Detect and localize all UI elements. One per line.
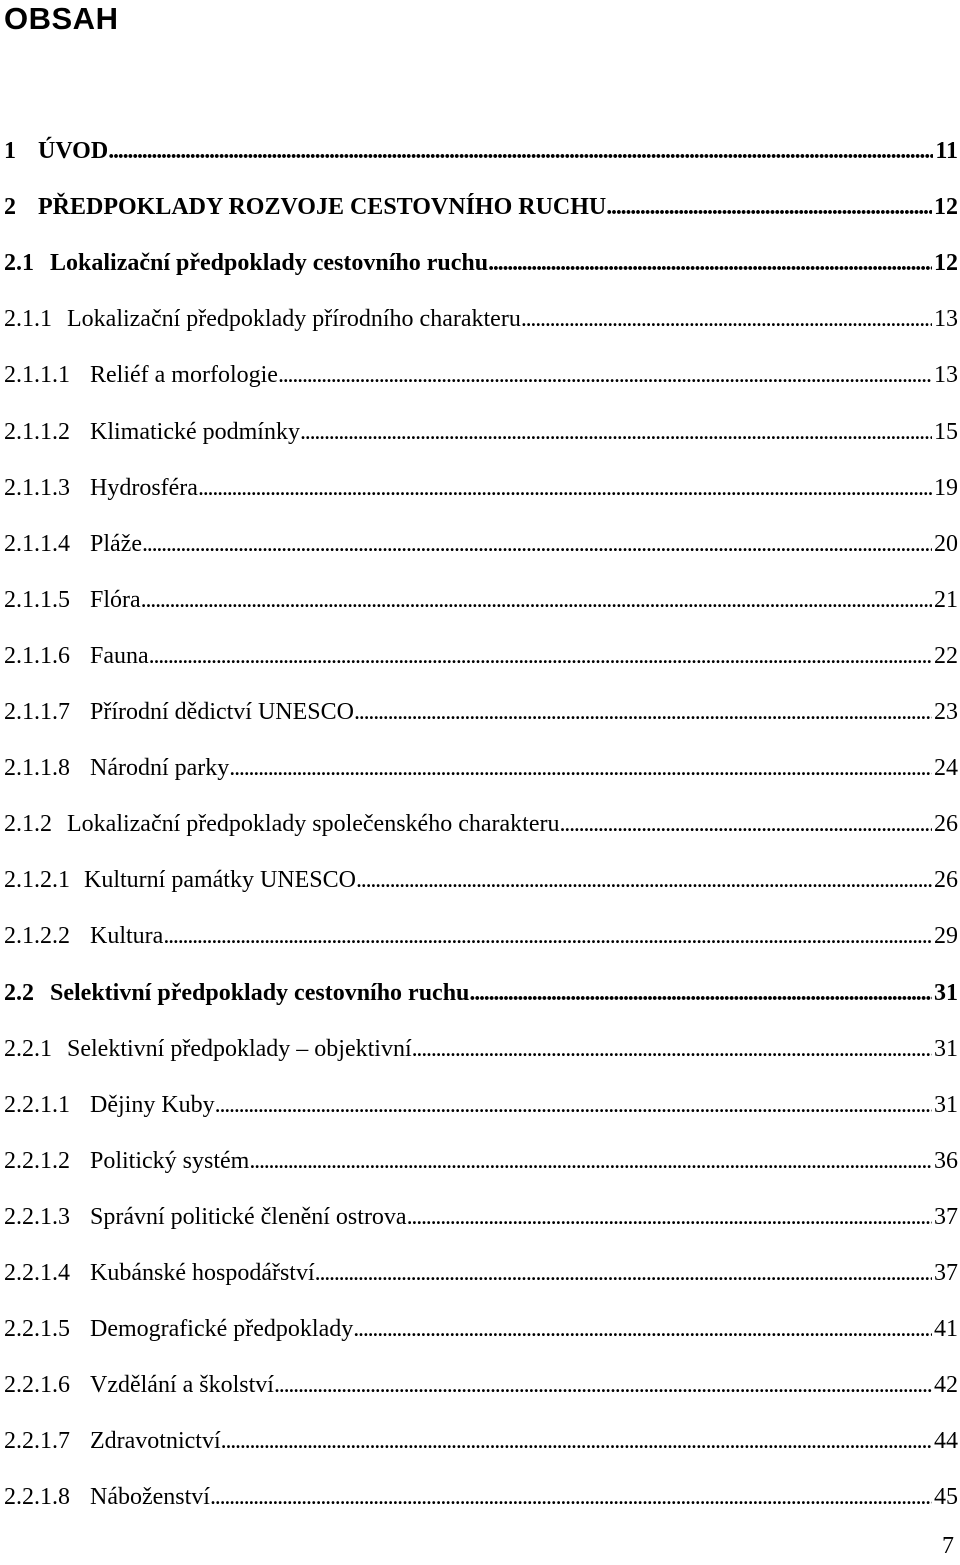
toc-entry[interactable]	[4, 1146, 958, 1176]
toc-entry-page: 15	[934, 419, 958, 445]
toc-entry[interactable]	[4, 1202, 958, 1232]
toc-dot-leader	[229, 753, 932, 783]
toc-entry-title: PŘEDPOKLADY ROZVOJE CESTOVNÍHO RUCHU	[38, 194, 607, 220]
toc-entry-title: Pláže	[90, 531, 142, 557]
toc-entry[interactable]	[4, 192, 958, 222]
toc-entry[interactable]	[4, 1370, 958, 1400]
toc-entry-number: 2.2.1.7	[4, 1428, 70, 1454]
toc-entry-title: Lokalizační předpoklady cestovního ruchu	[50, 250, 489, 276]
toc-entry-page: 24	[934, 755, 958, 781]
toc-entry-title: Flóra	[90, 587, 141, 613]
toc-entry-title: Správní politické členění ostrova	[90, 1204, 407, 1230]
toc-entry-number: 2	[4, 194, 16, 220]
toc-entry[interactable]	[4, 1314, 958, 1344]
toc-entry-page: 41	[934, 1316, 958, 1342]
toc-dot-leader	[469, 978, 932, 1008]
toc-entry-number: 2.2.1	[4, 1036, 52, 1062]
toc-dot-leader	[142, 529, 932, 559]
toc-entry[interactable]	[4, 529, 958, 559]
toc-entry-title: Hydrosféra	[90, 475, 198, 501]
toc-entry[interactable]	[4, 809, 958, 839]
toc-dot-leader	[300, 417, 932, 447]
toc-dot-leader	[354, 697, 932, 727]
toc-entry-number: 2.2.1.1	[4, 1092, 70, 1118]
toc-entry-number: 2.1.1.4	[4, 531, 70, 557]
toc-entry-title: Přírodní dědictví UNESCO	[90, 699, 354, 725]
toc-entry-title: Klimatické podmínky	[90, 419, 300, 445]
toc-entry-number: 2.1.1.7	[4, 699, 70, 725]
toc-entry-page: 19	[934, 475, 958, 501]
toc-entry[interactable]	[4, 1426, 958, 1456]
toc-entry[interactable]	[4, 360, 958, 390]
toc-entry-page: 26	[934, 867, 958, 893]
toc-entry[interactable]	[4, 641, 958, 671]
toc-entry-page: 20	[934, 531, 958, 557]
toc-dot-leader	[215, 1090, 932, 1120]
toc-entry-title: Selektivní předpoklady cestovního ruchu	[50, 980, 470, 1006]
toc-entry-number: 2.1.1.2	[4, 419, 70, 445]
toc-dot-leader	[521, 304, 932, 334]
toc-entry-page: 12	[934, 250, 958, 276]
toc-entry[interactable]	[4, 697, 958, 727]
toc-dot-leader	[108, 136, 933, 166]
toc-entry-number: 2.1.1.3	[4, 475, 70, 501]
toc-entry[interactable]	[4, 473, 958, 503]
toc-entry-page: 45	[934, 1484, 958, 1510]
toc-entry-page: 23	[934, 699, 958, 725]
toc-entry-page: 36	[934, 1148, 958, 1174]
toc-entry-number: 2.2.1.2	[4, 1148, 70, 1174]
toc-entry-number: 2.1.2.2	[4, 923, 70, 949]
toc-entry[interactable]	[4, 136, 958, 166]
toc-dot-leader	[274, 1370, 932, 1400]
toc-dot-leader	[315, 1258, 932, 1288]
toc-entry-number: 2.1	[4, 250, 34, 276]
toc-dot-leader	[210, 1482, 932, 1512]
toc-entry-number: 2.1.1.6	[4, 643, 70, 669]
toc-entry-title: Lokalizační předpoklady přírodního charakteru	[67, 306, 521, 332]
toc-entry-title: Reliéf a morfologie	[90, 362, 278, 388]
toc-entry-title: Dějiny Kuby	[90, 1092, 215, 1118]
toc-entry-title: Kulturní památky UNESCO	[84, 867, 356, 893]
toc-dot-leader	[249, 1146, 932, 1176]
toc-entry-number: 2.1.1.8	[4, 755, 70, 781]
toc-entry-title: Náboženství	[90, 1484, 210, 1510]
toc-entry-page: 29	[934, 923, 958, 949]
toc-entry-number: 1	[4, 138, 16, 164]
toc-entry-page: 31	[934, 980, 958, 1006]
toc-entry-page: 13	[934, 306, 958, 332]
toc-entry-page: 44	[934, 1428, 958, 1454]
toc-entry[interactable]	[4, 1482, 958, 1512]
toc-entry-page: 21	[934, 587, 958, 613]
toc-dot-leader	[278, 360, 932, 390]
toc-entry-page: 12	[934, 194, 958, 220]
toc-entry-page: 37	[934, 1260, 958, 1286]
toc-entry[interactable]	[4, 417, 958, 447]
toc-entry-page: 42	[934, 1372, 958, 1398]
toc-entry-number: 2.1.1.5	[4, 587, 70, 613]
toc-entry-page: 37	[934, 1204, 958, 1230]
toc-entry-page: 11	[935, 138, 958, 164]
toc-dot-leader	[149, 641, 932, 671]
toc-entry[interactable]	[4, 304, 958, 334]
toc-entry-number: 2.2.1.4	[4, 1260, 70, 1286]
toc-dot-leader	[412, 1034, 932, 1064]
toc-entry[interactable]	[4, 1034, 958, 1064]
toc-entry-title: Politický systém	[90, 1148, 250, 1174]
toc-entry[interactable]	[4, 585, 958, 615]
toc-entry-number: 2.2.1.3	[4, 1204, 70, 1230]
toc-entry-page: 31	[934, 1036, 958, 1062]
toc-entry-title: Národní parky	[90, 755, 230, 781]
toc-entry-title: Demografické předpoklady	[90, 1316, 354, 1342]
toc-entry-title: Fauna	[90, 643, 149, 669]
toc-entry[interactable]	[4, 921, 958, 951]
toc-entry[interactable]	[4, 1258, 958, 1288]
toc-dot-leader	[198, 473, 932, 503]
toc-entry-title: Vzdělání a školství	[90, 1372, 274, 1398]
toc-dot-leader	[163, 921, 932, 951]
toc-dot-leader	[559, 809, 932, 839]
toc-entry-number: 2.1.1	[4, 306, 52, 332]
toc-dot-leader	[353, 1314, 932, 1344]
toc-dot-leader	[141, 585, 932, 615]
toc-entry-title: Lokalizační předpoklady společenského charakteru	[67, 811, 560, 837]
toc-entry[interactable]	[4, 248, 958, 278]
toc-entry[interactable]	[4, 753, 958, 783]
toc-entry-title: Selektivní předpoklady – objektivní	[67, 1036, 412, 1062]
toc-dot-leader	[407, 1202, 932, 1232]
toc-entry-number: 2.2	[4, 980, 34, 1006]
toc-entry-number: 2.2.1.8	[4, 1484, 70, 1510]
toc-entry-page: 26	[934, 811, 958, 837]
toc-entry-number: 2.2.1.5	[4, 1316, 70, 1342]
toc-entry-title: Kultura	[90, 923, 164, 949]
toc-entry-title: ÚVOD	[38, 138, 109, 164]
toc-entry-number: 2.1.2	[4, 811, 52, 837]
toc-entry-title: Kubánské hospodářství	[90, 1260, 315, 1286]
toc-dot-leader	[221, 1426, 932, 1456]
toc-entry-page: 31	[934, 1092, 958, 1118]
toc-entry-page: 22	[934, 643, 958, 669]
toc-entry-number: 2.1.2.1	[4, 867, 70, 893]
toc-entry[interactable]	[4, 978, 958, 1008]
toc-entry-number: 2.2.1.6	[4, 1372, 70, 1398]
toc-entry-title: Zdravotnictví	[90, 1428, 221, 1454]
toc-entry[interactable]	[4, 865, 958, 895]
toc-dot-leader	[488, 248, 932, 278]
toc-dot-leader	[356, 865, 932, 895]
page-title: OBSAH	[4, 1, 119, 36]
toc-entry-number: 2.1.1.1	[4, 362, 70, 388]
toc-entry-page: 13	[934, 362, 958, 388]
toc-entry[interactable]	[4, 1090, 958, 1120]
page-number: 7	[942, 1533, 954, 1559]
toc-dot-leader	[606, 192, 932, 222]
